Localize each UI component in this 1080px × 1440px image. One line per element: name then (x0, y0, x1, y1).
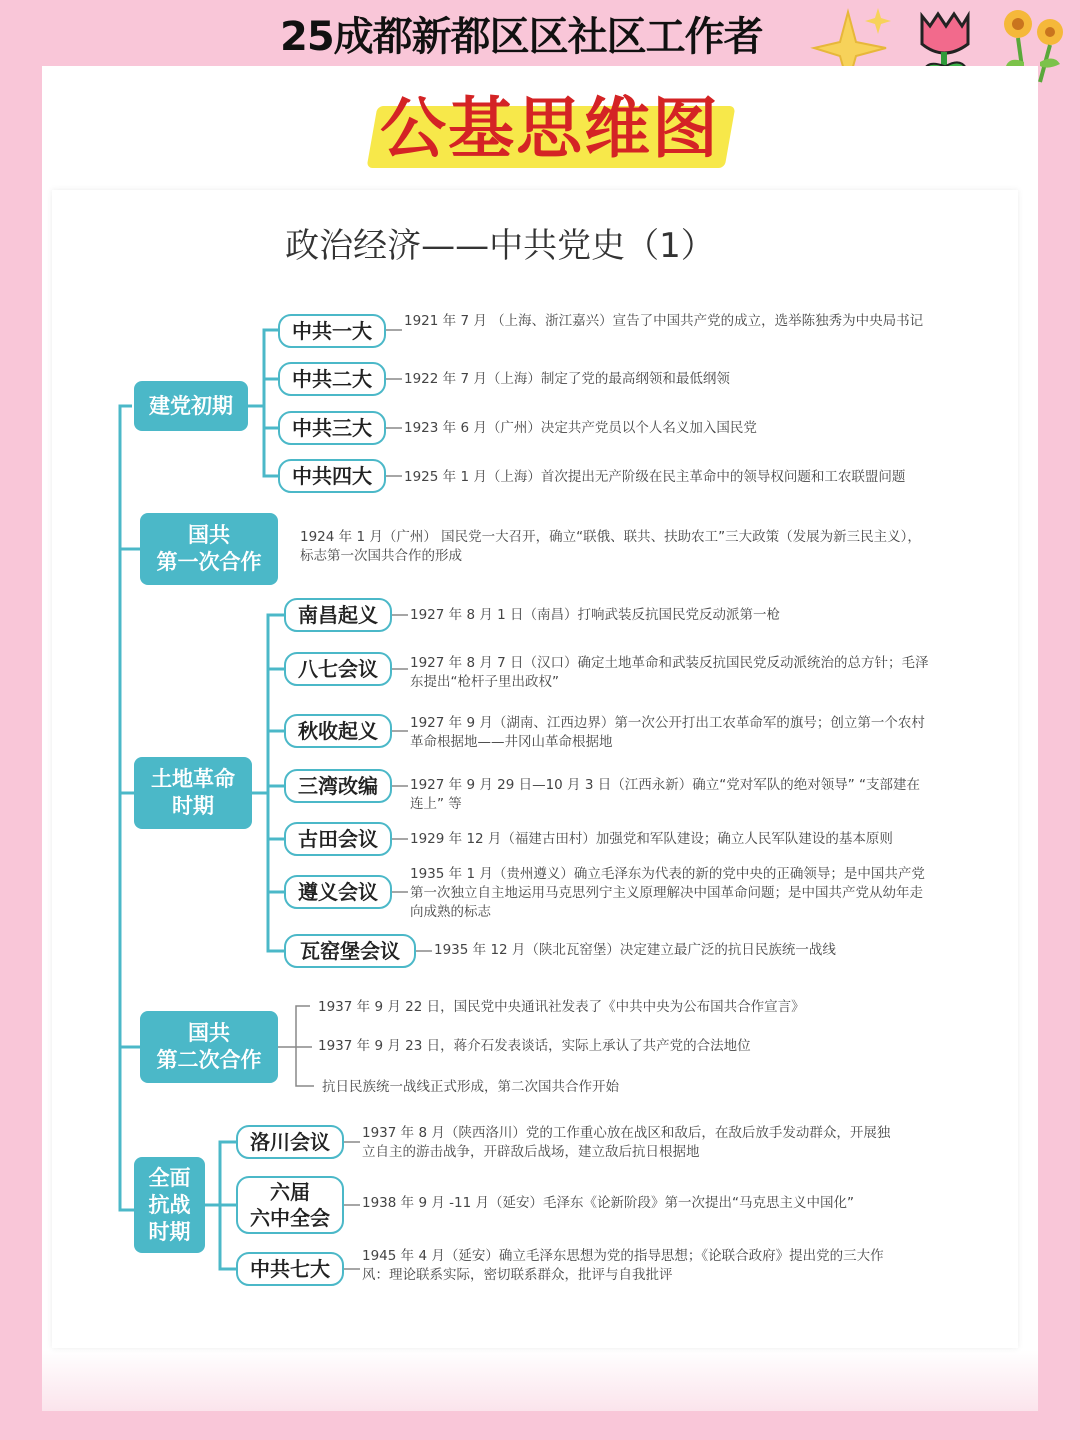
node-sanwan-gaibian: 三湾改编 (284, 769, 392, 803)
category-guogong-second: 国共 第二次合作 (140, 1011, 278, 1083)
category-tudi-geming: 土地革命 时期 (134, 757, 252, 829)
desc-zunyi-huiyi: 1935 年 1 月（贵州遵义）确立毛泽东为代表的新的党中央的正确领导；是中国共产党第一次独立自主地运用马克思列宁主义原理解决中国革命问题；是中国共产党从幼年走向成熟的标志 (410, 866, 925, 920)
node-zhonggong-qida: 中共七大 (236, 1252, 344, 1286)
desc-zhonggong-qida: 1945 年 4 月（延安）确立毛泽东思想为党的指导思想；《论联合政府》提出党的三大作风：理论联系实际，密切联系群众，批评与自我批评 (362, 1248, 884, 1283)
document-title: 政治经济——中共党史（1） (285, 226, 715, 266)
node-zhonggong-yida: 中共一大 (278, 314, 386, 348)
desc-sanwan-gaibian: 1927 年 9 月 29 日—10 月 3 日（江西永新）确立“党对军队的绝对领导” “支部建在连上” 等 (410, 777, 920, 812)
node-zunyi-huiyi: 遵义会议 (284, 875, 392, 909)
node-zhonggong-sida: 中共四大 (278, 459, 386, 493)
category-jiandang: 建党初期 (134, 381, 248, 431)
node-gutian-huiyi: 古田会议 (284, 822, 392, 856)
guogong-second-item: 抗日民族统一战线正式形成，第二次国共合作开始 (322, 1079, 619, 1095)
desc-zhonggong-erda: 1922 年 7 月（上海）制定了党的最高纲领和最低纲领 (404, 371, 730, 387)
desc-luochuan-huiyi: 1937 年 8 月（陕西洛川）党的工作重心放在战区和敌后，在敌后放手发动群众，开展独立自主的游击战争，开辟敌后战场，建立敌后抗日根据地 (362, 1125, 891, 1160)
node-baqi-huiyi: 八七会议 (284, 652, 392, 686)
guogong-second-item: 1937 年 9 月 22 日，国民党中央通讯社发表了《中共中央为公布国共合作宣言》 (318, 999, 805, 1015)
node-zhonggong-sanda: 中共三大 (278, 411, 386, 445)
desc-qiushou-qiyi: 1927 年 9 月（湖南、江西边界）第一次公开打出工农革命军的旗号；创立第一个农村革命根据地——井冈山革命根据地 (410, 715, 925, 750)
desc-nanchang-qiyi: 1927 年 8 月 1 日（南昌）打响武装反抗国民党反动派第一枪 (410, 607, 780, 623)
node-wayaobao-huiyi: 瓦窑堡会议 (284, 934, 416, 968)
desc-baqi-huiyi: 1927 年 8 月 7 日（汉口）确定土地革命和武装反抗国民党反动派统治的总方针；毛泽东提出“枪杆子里出政权” (410, 655, 929, 690)
desc-zhonggong-yida: 1921 年 7 月 （上海、浙江嘉兴）宣告了中国共产党的成立，选举陈独秀为中央局书记 (404, 313, 924, 329)
node-liujie-liuzhong: 六届 六中全会 (236, 1176, 344, 1234)
guogong-second-item: 1937 年 9 月 23 日，蒋介石发表谈话，实际上承认了共产党的合法地位 (318, 1038, 751, 1054)
category-guogong-first: 国共 第一次合作 (140, 513, 278, 585)
node-nanchang-qiyi: 南昌起义 (284, 598, 392, 632)
desc-liujie-liuzhong: 1938 年 9 月 -11 月（延安）毛泽东《论新阶段》第一次提出“马克思主义中国化” (362, 1195, 854, 1211)
desc-wayaobao-huiyi: 1935 年 12 月（陕北瓦窑堡）决定建立最广泛的抗日民族统一战线 (434, 942, 836, 958)
node-zhonggong-erda: 中共二大 (278, 362, 386, 396)
node-qiushou-qiyi: 秋收起义 (284, 714, 392, 748)
top-title: 25成都新都区区社区工作者 (280, 14, 763, 60)
desc-guogong-first: 1924 年 1 月（广州） 国民党一大召开，确立“联俄、联共、扶助农工”三大政策（发展为新三民主义），标志第一次国共合作的形成 (300, 529, 921, 564)
category-quanmian-kangzhan: 全面 抗战 时期 (134, 1157, 205, 1253)
banner-title: 公基思维图 (380, 90, 720, 167)
desc-zhonggong-sanda: 1923 年 6 月（广州）决定共产党员以个人名义加入国民党 (404, 420, 757, 436)
desc-zhonggong-sida: 1925 年 1 月（上海）首次提出无产阶级在民主革命中的领导权问题和工农联盟问题 (404, 469, 906, 485)
desc-gutian-huiyi: 1929 年 12 月（福建古田村）加强党和军队建设；确立人民军队建设的基本原则 (410, 831, 893, 847)
node-luochuan-huiyi: 洛川会议 (236, 1125, 344, 1159)
